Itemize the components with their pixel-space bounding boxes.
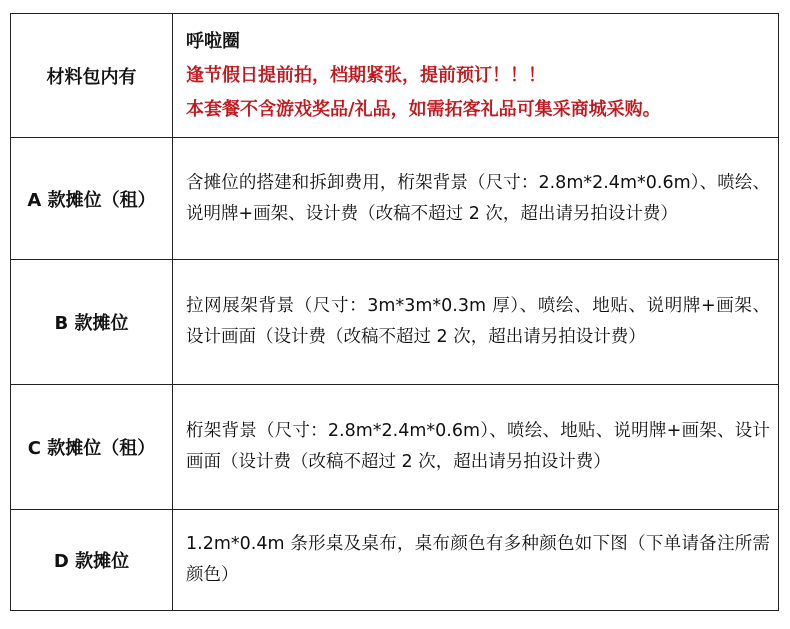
gift-notice: 本套餐不含游戏奖品/礼品，如需拓客礼品可集采商城采购。	[186, 98, 661, 120]
booth-a-description: 含摊位的搭建和拆卸费用，桁架背景（尺寸：2.8m*2.4m*0.6m）、喷绘、说明牌+画架、设计费（改稿不超过 2 次，超出请另拍设计费）	[186, 172, 770, 224]
booth-c-label: C 款摊位（租）	[27, 438, 156, 459]
table-row-booth-a	[11, 138, 779, 260]
materials-label-cell	[11, 14, 173, 138]
booth-c-label-cell	[11, 385, 173, 510]
booth-a-description-cell	[173, 138, 779, 260]
package-contents-table	[10, 13, 779, 611]
booth-b-label: B 款摊位	[54, 313, 129, 334]
booth-b-label-cell	[11, 260, 173, 385]
booth-a-label-cell	[11, 138, 173, 260]
materials-label: 材料包内有	[46, 66, 137, 88]
booth-d-description-cell	[173, 510, 779, 611]
booth-d-label: D 款摊位	[53, 551, 130, 572]
materials-item-title: 呼啦圈	[186, 30, 240, 52]
booth-b-description-cell	[173, 260, 779, 385]
booth-c-description-cell	[173, 385, 779, 510]
booth-d-label-cell	[11, 510, 173, 611]
table-row-booth-d	[11, 510, 779, 611]
table-row-booth-b	[11, 260, 779, 385]
booth-b-description: 拉网展架背景（尺寸：3m*3m*0.3m 厚）、喷绘、地贴、说明牌+画架、设计画面（设计费（改稿不超过 2 次，超出请另拍设计费）	[186, 296, 770, 347]
table-row-booth-c	[11, 385, 779, 510]
booth-c-description: 桁架背景（尺寸：2.8m*2.4m*0.6m）、喷绘、地贴、说明牌+画架、设计画面（设计费（改稿不超过 2 次，超出请另拍设计费）	[186, 421, 770, 472]
booth-d-description: 1.2m*0.4m 条形桌及桌布，桌布颜色有多种颜色如下图（下单请备注所需颜色）	[186, 534, 770, 585]
booking-notice: 逢节假日提前拍，档期紧张，提前预订！！！	[186, 64, 546, 86]
materials-content-cell	[173, 14, 779, 138]
table-row-materials	[11, 14, 779, 138]
booth-a-label: A 款摊位（租）	[27, 189, 156, 211]
